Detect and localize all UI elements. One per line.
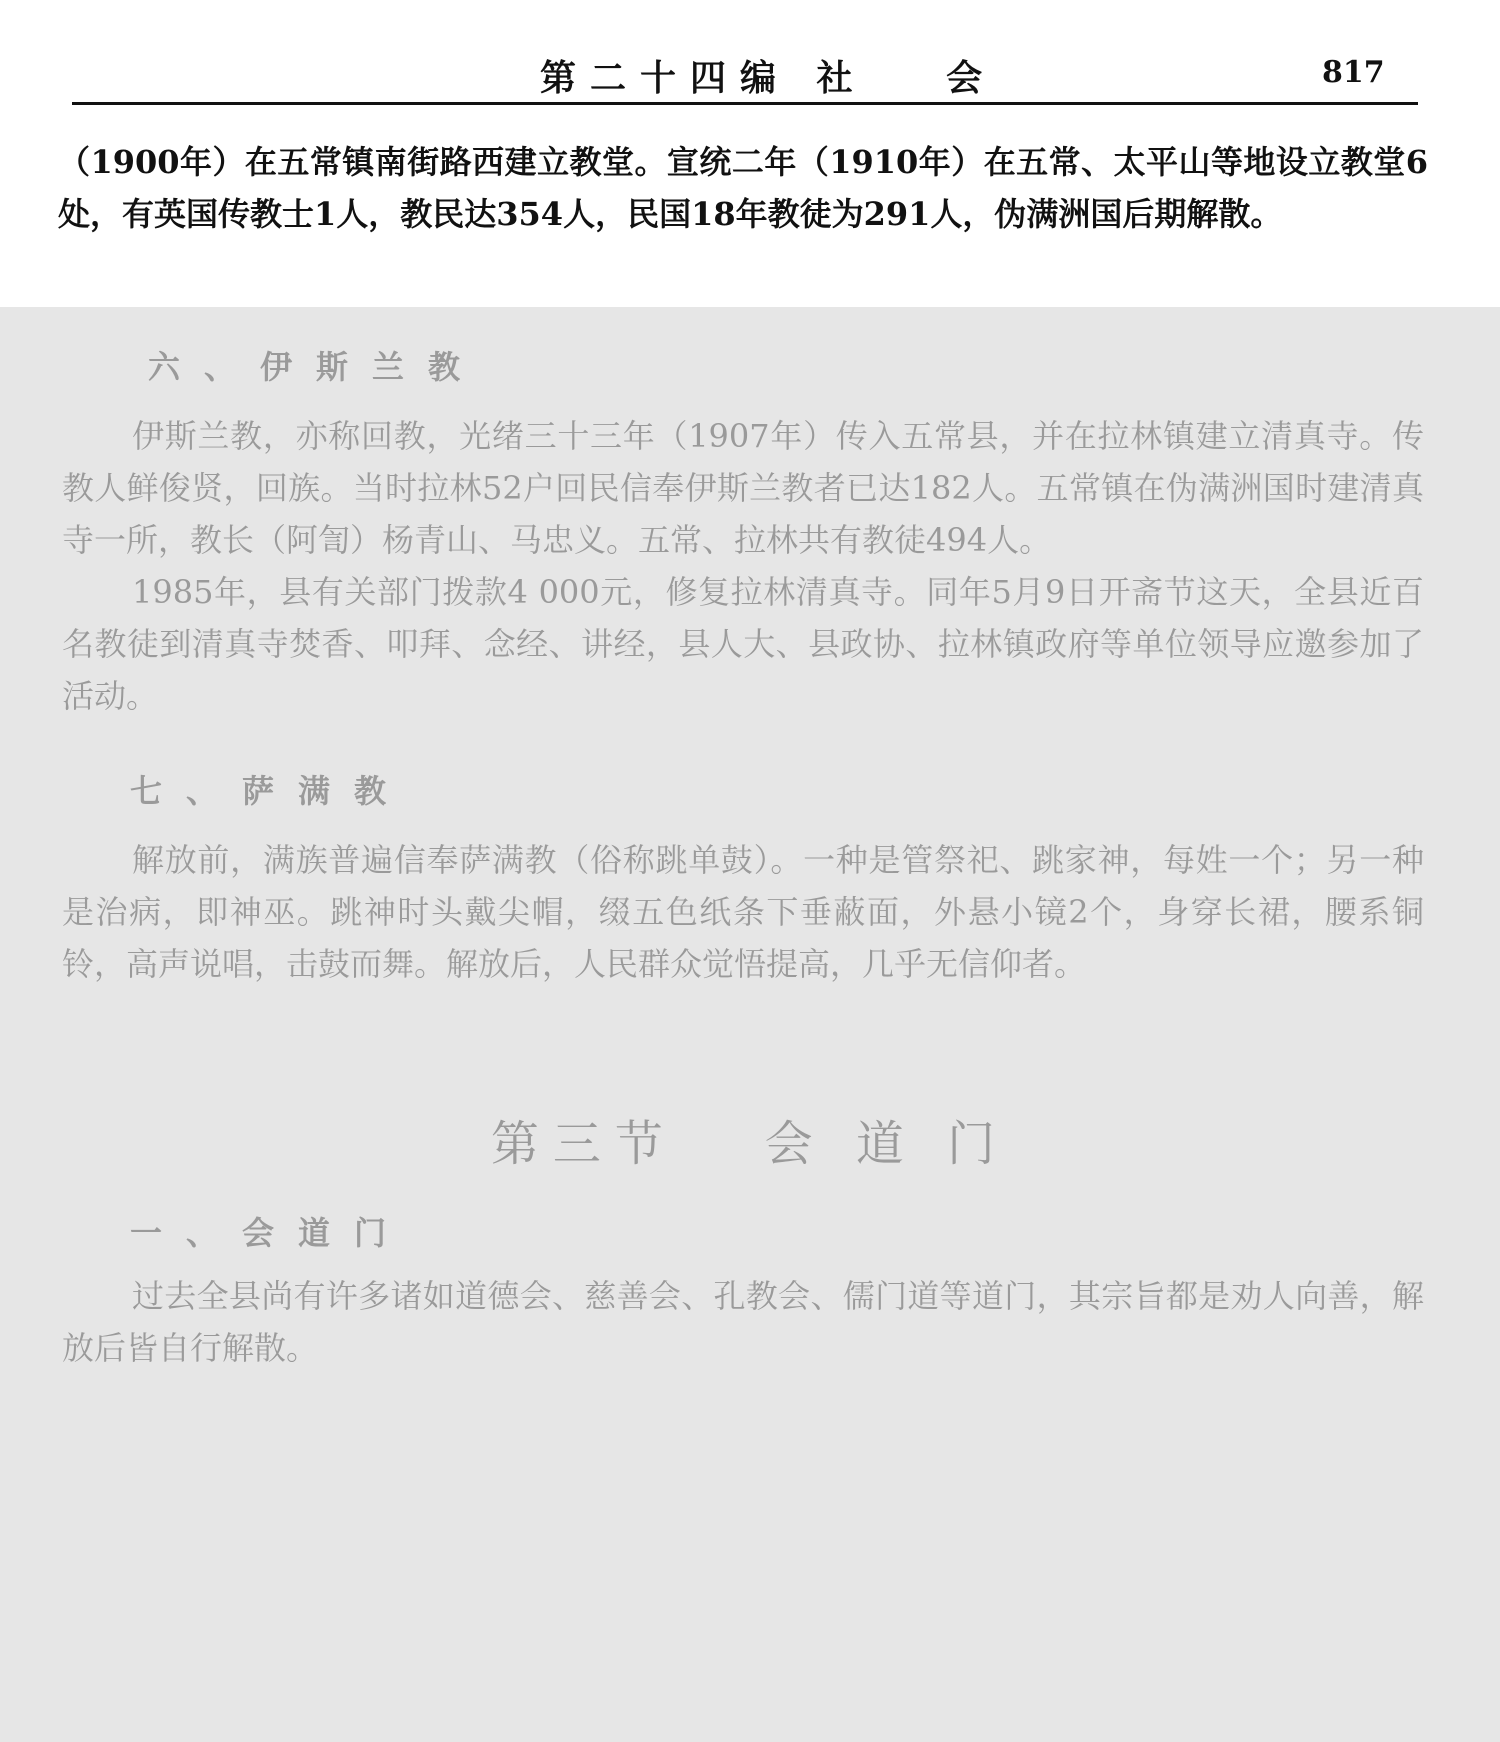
heading-islam: 六、伊斯兰教 — [148, 348, 485, 386]
paragraph-shaman-1: 解放前，满族普遍信奉萨满教（俗称跳单鼓）。一种是管祭祀、跳家神，每姓一个；另一种是治病，即神巫。跳神时头戴尖帽，缀五色纸条下垂蔽面，外悬小镜2个，身穿长裙，腰系铜铃，高声说唱，击鼓而舞。解放后，人民群众觉悟提高，几乎无信仰者。 — [62, 841, 1424, 983]
header-rule — [72, 102, 1418, 105]
page-number: 817 — [1322, 55, 1385, 90]
section-three-title: 第三节 会 道 门 — [490, 1116, 1010, 1172]
heading-shaman: 七、萨满教 — [130, 772, 411, 810]
paragraph-huidaomen-1: 过去全县尚有许多诸如道德会、慈善会、孔教会、儒门道等道门，其宗旨都是劝人向善，解放后皆自行解散。 — [62, 1277, 1424, 1367]
continuation-paragraph: （1900年）在五常镇南街路西建立教堂。宣统二年（1910年）在五常、太平山等地设立教堂6处，有英国传教士1人，教民达354人，民国18年教徒为291人，伪满洲国后期解散。 — [58, 143, 1428, 233]
paragraph-islam-2: 1985年，县有关部门拨款4 000元，修复拉林清真寺。同年5月9日开斋节这天，全县近百名教徒到清真寺焚香、叩拜、念经、讲经，县人大、县政协、拉林镇政府等单位领导应邀参加了活动。 — [62, 573, 1424, 715]
heading-huidaomen: 一、会道门 — [130, 1214, 411, 1252]
running-header — [0, 0, 1500, 110]
header-title: 第二十四编 社 会 — [540, 57, 997, 99]
paragraph-islam-1: 伊斯兰教，亦称回教，光绪三十三年（1907年）传入五常县，并在拉林镇建立清真寺。传教人鲜俊贤，回族。当时拉林52户回民信奉伊斯兰教者已达182人。五常镇在伪满洲国时建清真寺一所，教长（阿訇）杨青山、马忠义。五常、拉林共有教徒494人。 — [62, 417, 1424, 559]
